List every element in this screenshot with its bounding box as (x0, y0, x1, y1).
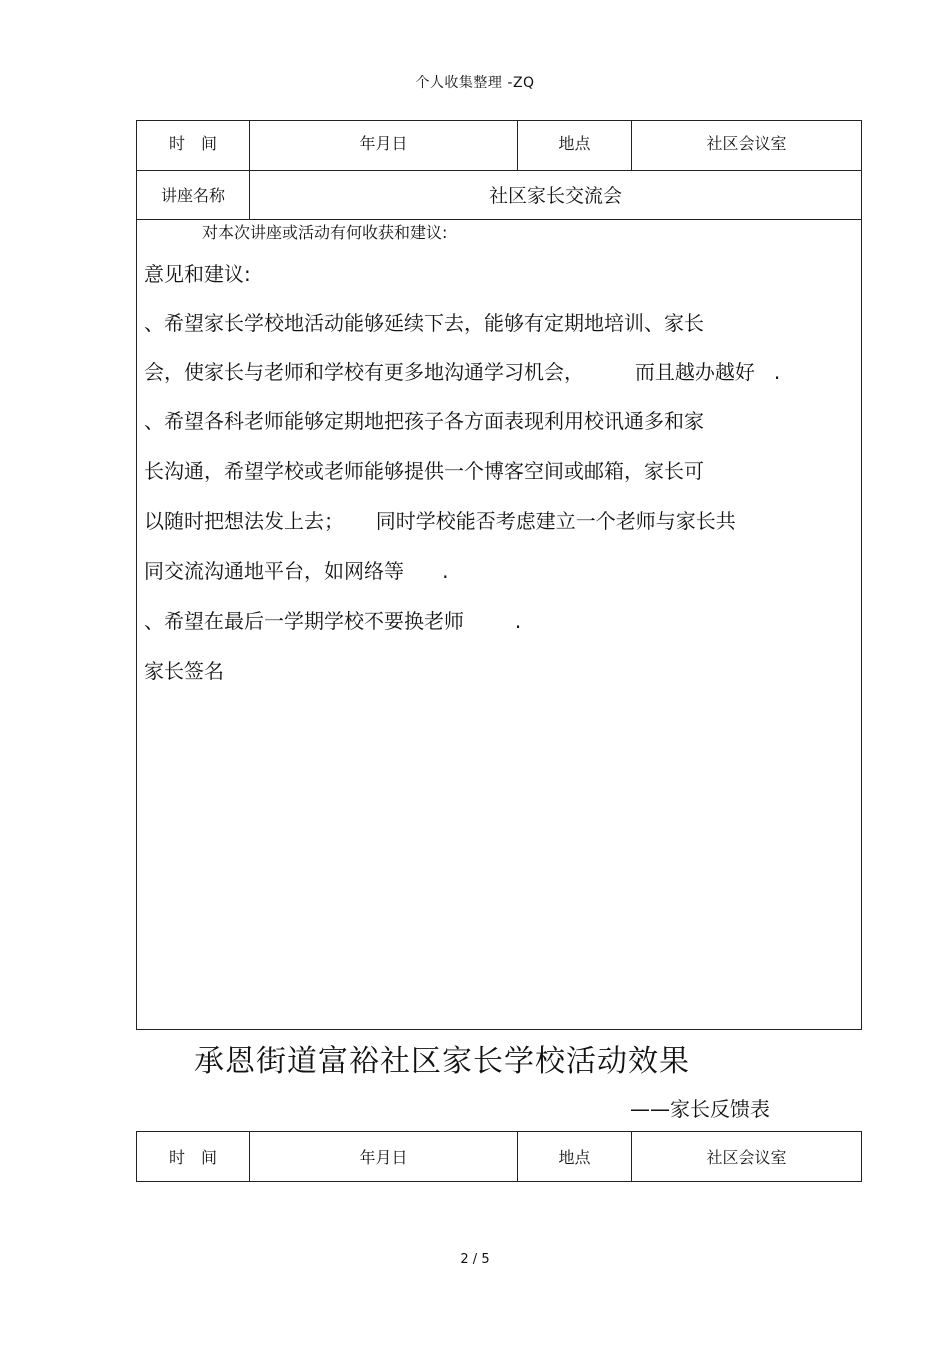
page-header: 个人收集整理 -ZQ (415, 75, 535, 91)
parent-signature-label: 家长签名 (144, 659, 224, 683)
place-label: 地点 (558, 1148, 591, 1167)
feedback-line: 、希望各科老师能够定期地把孩子各方面表现利用校讯通多和家 (144, 409, 704, 433)
page-title: 承恩街道富裕社区家长学校活动效果 (194, 1044, 690, 1079)
feedback-line: 长沟通，希望学校或老师能够提供一个博客空间或邮箱，家长可 (144, 459, 704, 483)
page-subtitle: ——家长反馈表 (630, 1097, 770, 1121)
date-value: 年月日 (359, 1148, 408, 1167)
feedback-line: 以随时把想法发上去； 同时学校能否考虑建立一个老师与家长共 (144, 509, 736, 533)
topic-value: 社区家长交流会 (488, 184, 622, 207)
place-value: 社区会议室 (706, 1148, 787, 1167)
feedback-prompt: 对本次讲座或活动有何收获和建议: (202, 223, 448, 242)
place-label: 地点 (558, 133, 591, 153)
page-number: 2 / 5 (460, 1252, 490, 1267)
feedback-line: 同交流沟通地平台，如网络等 . (144, 559, 449, 583)
feedback-line: 会，使家长与老师和学校有更多地沟通学习机会， 而且越办越好 . (144, 360, 781, 384)
date-value: 年月日 (359, 133, 408, 153)
place-value: 社区会议室 (706, 133, 787, 153)
feedback-line: 、希望家长学校地活动能够延续下去，能够有定期地培训、家长 (144, 311, 704, 335)
topic-label: 讲座名称 (160, 185, 225, 205)
feedback-line: 意见和建议: (144, 262, 251, 286)
feedback-line: 、希望在最后一学期学校不要换老师 . (144, 609, 522, 633)
time-label: 时 间 (168, 1148, 217, 1167)
time-label: 时 间 (168, 133, 217, 153)
